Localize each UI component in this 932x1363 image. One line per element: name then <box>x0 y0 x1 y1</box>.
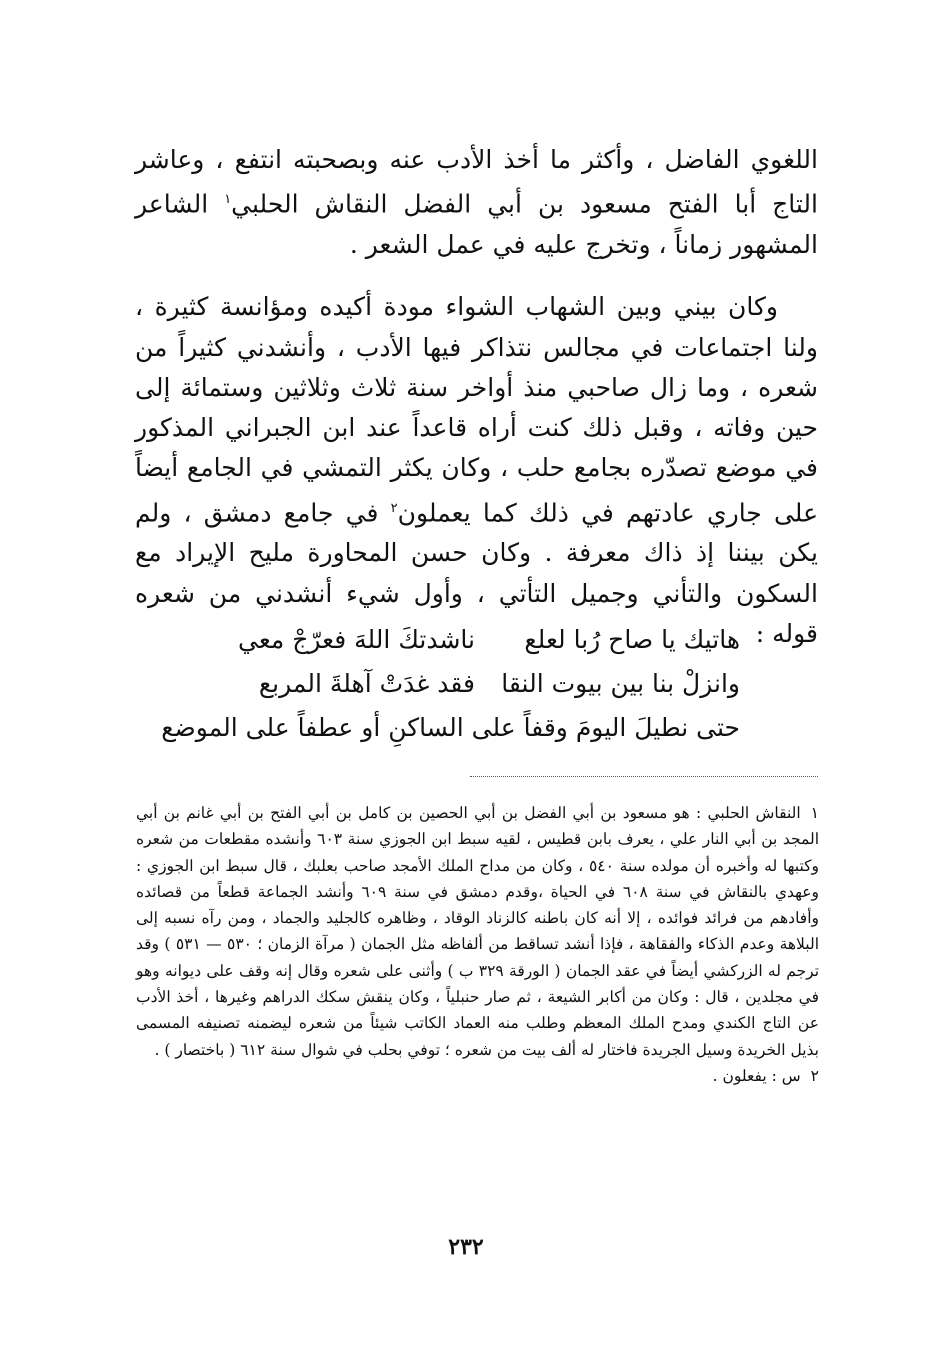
verse-1-second-hemistich: ناشدتكَ اللهَ فعرّجْ معي <box>238 625 475 654</box>
footnote-2-text: س : يفعلون . <box>712 1066 801 1085</box>
footnote-separator <box>470 776 818 777</box>
poem-verse-3: حتى نطيلَ اليومَ وقفاً على الساكنِ أو عطفاً على الموضع <box>161 713 740 742</box>
footnote-ref-1: ١ <box>224 192 232 208</box>
paragraph-2-end: في جامع دمشق ، ولم يكن بيننا إذ ذاك معرفة . وكان حسن المحاورة مليح الإيراد مع السكون والتأني وجميل التأتي ، وأول شيء أنشدني من شعره قوله : <box>135 498 818 648</box>
footnote-1-number: ١ <box>810 804 819 822</box>
paragraph-1-end: الشاعر المشهور زماناً ، وتخرج عليه في عمل الشعر . <box>135 189 818 259</box>
poem-verse-1 <box>220 618 740 662</box>
footnote-1 <box>136 800 819 1063</box>
poem <box>161 618 740 750</box>
footnote-ref-2: ٢ <box>390 500 398 516</box>
footnote-2-number: ٢ <box>810 1066 819 1085</box>
page-number: ٢٣٢ <box>448 1234 484 1260</box>
paragraph-1 <box>135 140 818 265</box>
verse-1-first-hemistich: هاتيك يا صاح رُبا لعلع <box>524 625 740 654</box>
main-text <box>135 140 818 654</box>
verse-2-first-hemistich: وانزلْ بنا بين بيوت النقا <box>501 669 740 698</box>
paragraph-2 <box>135 287 818 654</box>
paragraph-1-text: اللغوي الفاضل ، وأكثر ما أخذ الأدب عنه وبصحبته انتفع ، وعاشر التاج أبا الفتح مسعود بن أبي الفضل النقاش الحلبي <box>135 145 818 219</box>
footnote-2 <box>136 1063 819 1089</box>
footnote-1-text: النقاش الحلبي : هو مسعود بن أبي الفضل بن أبي الحصين بن كامل بن أبي الفتح بن أبي غانم بن أبي المجد بن أبي النار علي ، يعرف بابن قطيس ، لقيه سبط ابن الجوزي سنة ٦٠٣ وأنشده مقطعات من شعره وكتبها له وأخبره أن مولده سنة ٥٤٠ ، وكان من مداح الملك الأمجد صاحب بعلبك ، قال سبط ابن الجوزي : وعهدي بالنقاش في سنة ٦٠٨ في الحياة ،وقدم دمشق في سنة ٦٠٩ وأنشد الجماعة قطعاً من قصائده وأفادهم من فرائد فوائده ، إلا أنه كان باطنه كالزناد الوقاد ، وظاهره كالجليد والجماد ، ومن رآه نسبه إلى البلاهة وعدم الذكاء والفقاهة ، فإذا أنشد تساقط من ألفاظه مثل الجمان ( مرآة الزمان ؛ ٥٣٠ — ٥٣١ ) وقد ترجم له الزركشي أيضاً في عقد الجمان ( الورقة ٣٢٩ ب ) وأثنى على شعره وقال إنه وقف على ديوانه وهو في مجلدين ، قال : وكان من أكابر الشيعة ، ثم صار حنبلياً ، وكان ينقش سكك الدراهم وغيرها ، أخذ الأدب عن التاج الكندي ومدح الملك المعظم وطلب منه العماد الكاتب شيئاً من شعره ليضمنه تصنيفه المسمى بذيل الخريدة وسيل الجريدة فاختار له ألف بيت من شعره ؛ توفي بحلب في شوال سنة ٦١٢ ( باختصار ) . <box>136 804 820 1059</box>
paragraph-2-text: وكان بيني وبين الشهاب الشواء مودة أكيده ومؤانسة كثيرة ، ولنا اجتماعات في مجالس نتذاكر فيها الأدب ، وأنشدني كثيراً من شعره ، وما زال صاحبي منذ أواخر سنة ثلاث وثلاثين وستمائة إلى حين وفاته ، وقبل ذلك كنت أراه قاعداً عند ابن الجبراني المذكور في موضع تصدّره بجامع حلب ، وكان يكثر التمشي في الجامع أيضاً على جاري عادتهم في ذلك كما يعملون <box>135 292 818 528</box>
verse-2-second-hemistich: فقد غدَتْ آهلةَ المربع <box>258 669 475 698</box>
poem-verse-2 <box>220 662 740 706</box>
footnotes <box>136 800 819 1089</box>
